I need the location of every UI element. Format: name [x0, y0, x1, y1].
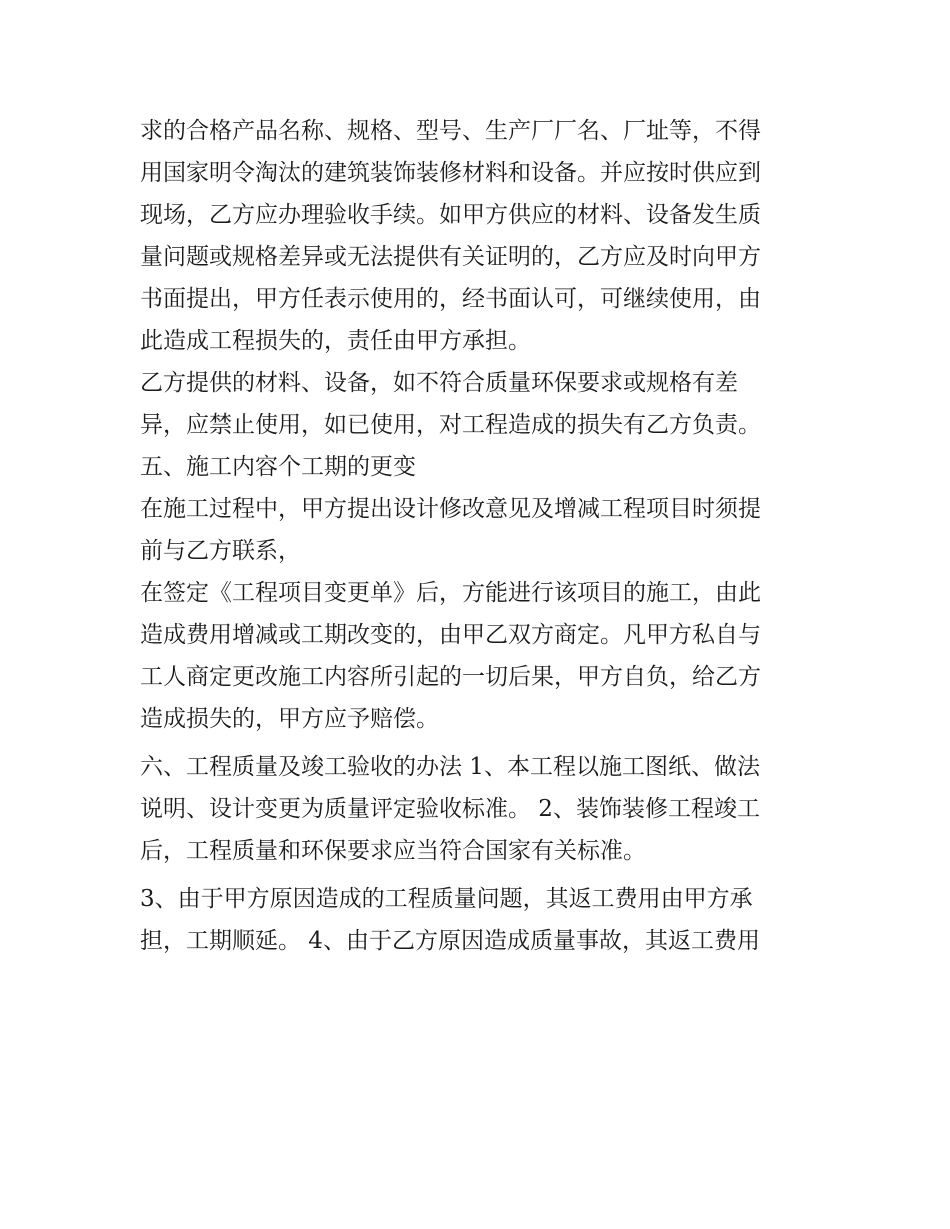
text-line: 异，应禁止使用，如已使用，对工程造成的损失有乙方负责。: [140, 412, 761, 438]
text-line: 造成费用增减或工期改变的，由甲乙双方商定。凡甲方私自与: [140, 622, 761, 648]
text-line: 书面提出，甲方任表示使用的，经书面认可，可继续使用，由: [140, 286, 761, 312]
text-line: 说明、设计变更为质量评定验收标准。 2、装饰装修工程竣工: [140, 796, 760, 822]
section-heading: 五、施工内容个工期的更变: [140, 454, 416, 480]
text-line: 3、由于甲方原因造成的工程质量问题，其返工费用由甲方承: [140, 886, 753, 912]
text-line: 乙方提供的材料、设备，如不符合质量环保要求或规格有差: [140, 370, 738, 396]
text-line: 在施工过程中，甲方提出设计修改意见及增减工程项目时须提: [140, 496, 761, 522]
text-line: 在签定《工程项目变更单》后，方能进行该项目的施工，由此: [140, 580, 761, 606]
text-line: 此造成工程损失的，责任由甲方承担。: [140, 328, 531, 354]
section-heading: 六、工程质量及竣工验收的办法 1、本工程以施工图纸、做法: [140, 754, 760, 780]
text-line: 造成损失的，甲方应予赔偿。: [140, 706, 439, 732]
document-body: [140, 110, 820, 962]
text-line: 前与乙方联系，: [140, 538, 301, 564]
text-line: 求的合格产品名称、规格、型号、生产厂厂名、厂址等，不得: [140, 118, 761, 144]
text-line: 后，工程质量和环保要求应当符合国家有关标准。: [140, 838, 646, 864]
text-line: 现场，乙方应办理验收手续。如甲方供应的材料、设备发生质: [140, 202, 761, 228]
text-line: 量问题或规格差异或无法提供有关证明的，乙方应及时向甲方: [140, 244, 761, 270]
text-line: 工人商定更改施工内容所引起的一切后果，甲方自负，给乙方: [140, 664, 761, 690]
text-line: 用国家明令淘汰的建筑装饰装修材料和设备。并应按时供应到: [140, 160, 761, 186]
text-line: 担，工期顺延。 4、由于乙方原因造成质量事故，其返工费用: [140, 928, 760, 954]
